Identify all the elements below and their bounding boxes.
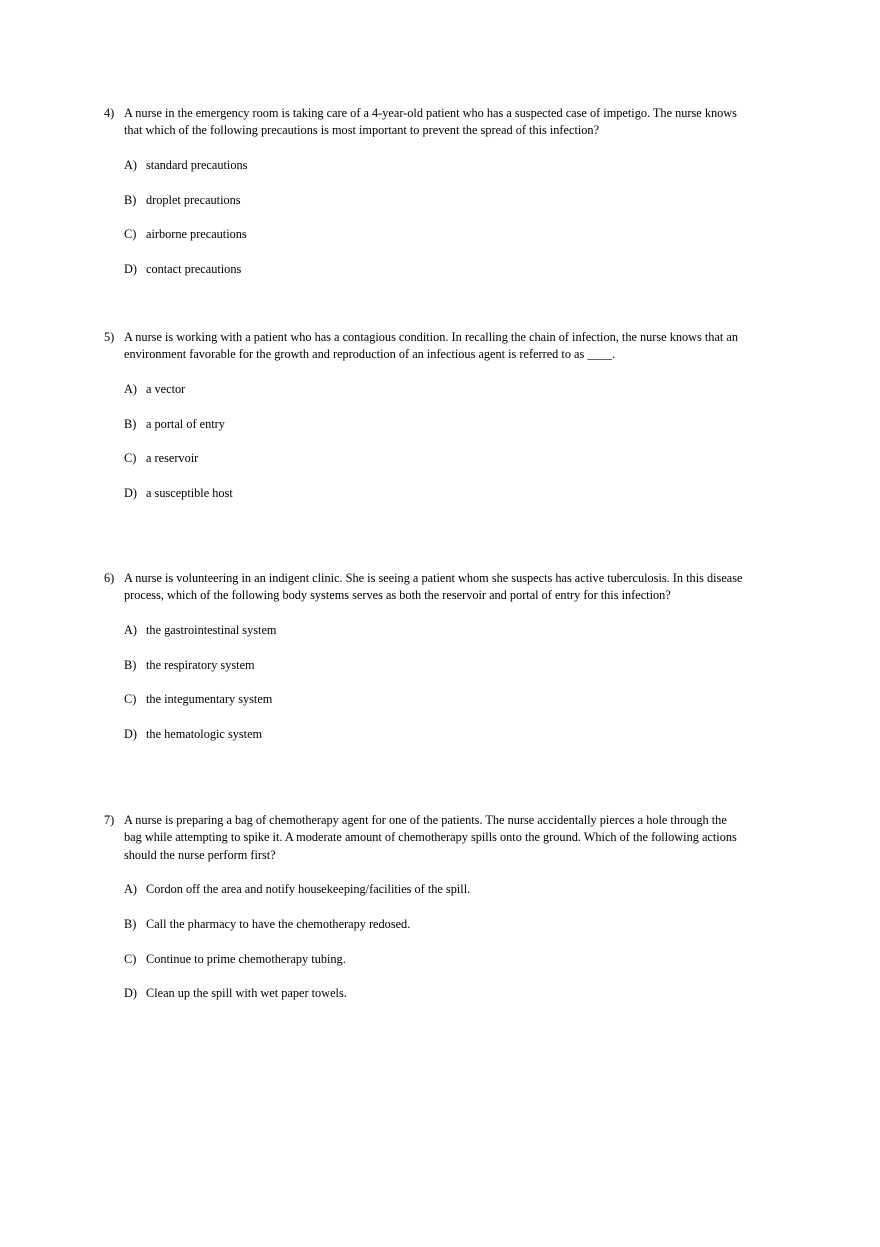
option-text: Clean up the spill with wet paper towels. (146, 986, 347, 1001)
option-letter: D) (124, 261, 137, 276)
question-text: A nurse is preparing a bag of chemotherapy agent for one of the patients. The nurse accidentally pierces a hole through the bag while attempting to spike it. A moderate amount of chemotherapy spills onto the ground. Which of the following actions should the nurse perform first? (124, 813, 737, 862)
option-text: Call the pharmacy to have the chemotherapy redosed. (146, 917, 411, 931)
question-4 (104, 105, 744, 278)
question-text: A nurse in the emergency room is taking care of a 4-year-old patient who has a suspected case of impetigo. The nurse knows that which of the following precautions is most important to prevent the spread of this infection? (124, 106, 737, 138)
question-text: A nurse is volunteering in an indigent clinic. She is seeing a patient whom she suspects has active tuberculosis. In this disease process, which of the following body systems serves as both the reservoir and portal of entry for this infection? (124, 571, 743, 603)
question-7 (104, 812, 744, 1003)
question-5 (104, 329, 744, 502)
option-text: airborne precautions (146, 227, 247, 242)
answer-option-c (104, 450, 744, 467)
question-stem (104, 812, 744, 864)
question-number: 4) (104, 106, 115, 120)
option-letter: C) (124, 692, 137, 707)
option-text: droplet precautions (146, 192, 241, 207)
answer-option-a (104, 881, 744, 898)
question-stem (104, 105, 744, 140)
option-text: a reservoir (146, 451, 199, 466)
option-letter: C) (124, 451, 137, 466)
answer-option-a (104, 622, 744, 639)
answer-option-a (104, 157, 744, 174)
answer-option-d (104, 485, 744, 502)
option-text: a vector (146, 382, 186, 396)
option-text: the respiratory system (146, 657, 255, 672)
answer-option-c (104, 226, 744, 243)
option-letter: B) (124, 192, 137, 207)
answer-options (104, 881, 744, 1002)
question-6 (104, 570, 744, 743)
question-number: 5) (104, 330, 115, 344)
option-text: Continue to prime chemotherapy tubing. (146, 951, 346, 966)
option-text: Cordon off the area and notify housekeeping/facilities of the spill. (146, 882, 471, 897)
answer-option-b (104, 657, 744, 674)
question-stem (104, 329, 744, 364)
answer-option-b (104, 192, 744, 209)
option-letter: D) (124, 986, 137, 1001)
answer-options (104, 157, 744, 278)
answer-options (104, 622, 744, 743)
answer-option-c (104, 691, 744, 708)
option-text: the gastrointestinal system (146, 623, 277, 637)
option-letter: C) (124, 951, 137, 966)
option-letter: D) (124, 726, 137, 741)
option-letter: B) (124, 416, 137, 431)
option-text: a portal of entry (146, 416, 225, 431)
option-text: a susceptible host (146, 485, 233, 500)
answer-options (104, 381, 744, 502)
answer-option-d (104, 985, 744, 1002)
question-text: A nurse is working with a patient who has a contagious condition. In recalling the chain of infection, the nurse knows that an environment favorable for the growth and reproduction of an infectious agent is referred to as ____. (124, 330, 739, 362)
option-text: the hematologic system (146, 726, 263, 741)
answer-option-c (104, 951, 744, 968)
question-number: 7) (104, 813, 115, 827)
answer-option-a (104, 381, 744, 398)
option-text: contact precautions (146, 261, 242, 276)
option-letter: B) (124, 657, 137, 672)
option-letter: A) (124, 882, 137, 897)
question-number: 6) (104, 571, 115, 585)
answer-option-d (104, 726, 744, 743)
option-letter: A) (124, 158, 137, 172)
option-letter: B) (124, 917, 137, 931)
question-stem (104, 570, 744, 605)
option-letter: A) (124, 382, 137, 396)
option-letter: C) (124, 227, 137, 242)
option-letter: D) (124, 485, 137, 500)
answer-option-b (104, 916, 744, 933)
option-text: standard precautions (146, 158, 248, 172)
option-letter: A) (124, 623, 137, 637)
option-text: the integumentary system (146, 692, 273, 707)
answer-option-b (104, 416, 744, 433)
answer-option-d (104, 261, 744, 278)
